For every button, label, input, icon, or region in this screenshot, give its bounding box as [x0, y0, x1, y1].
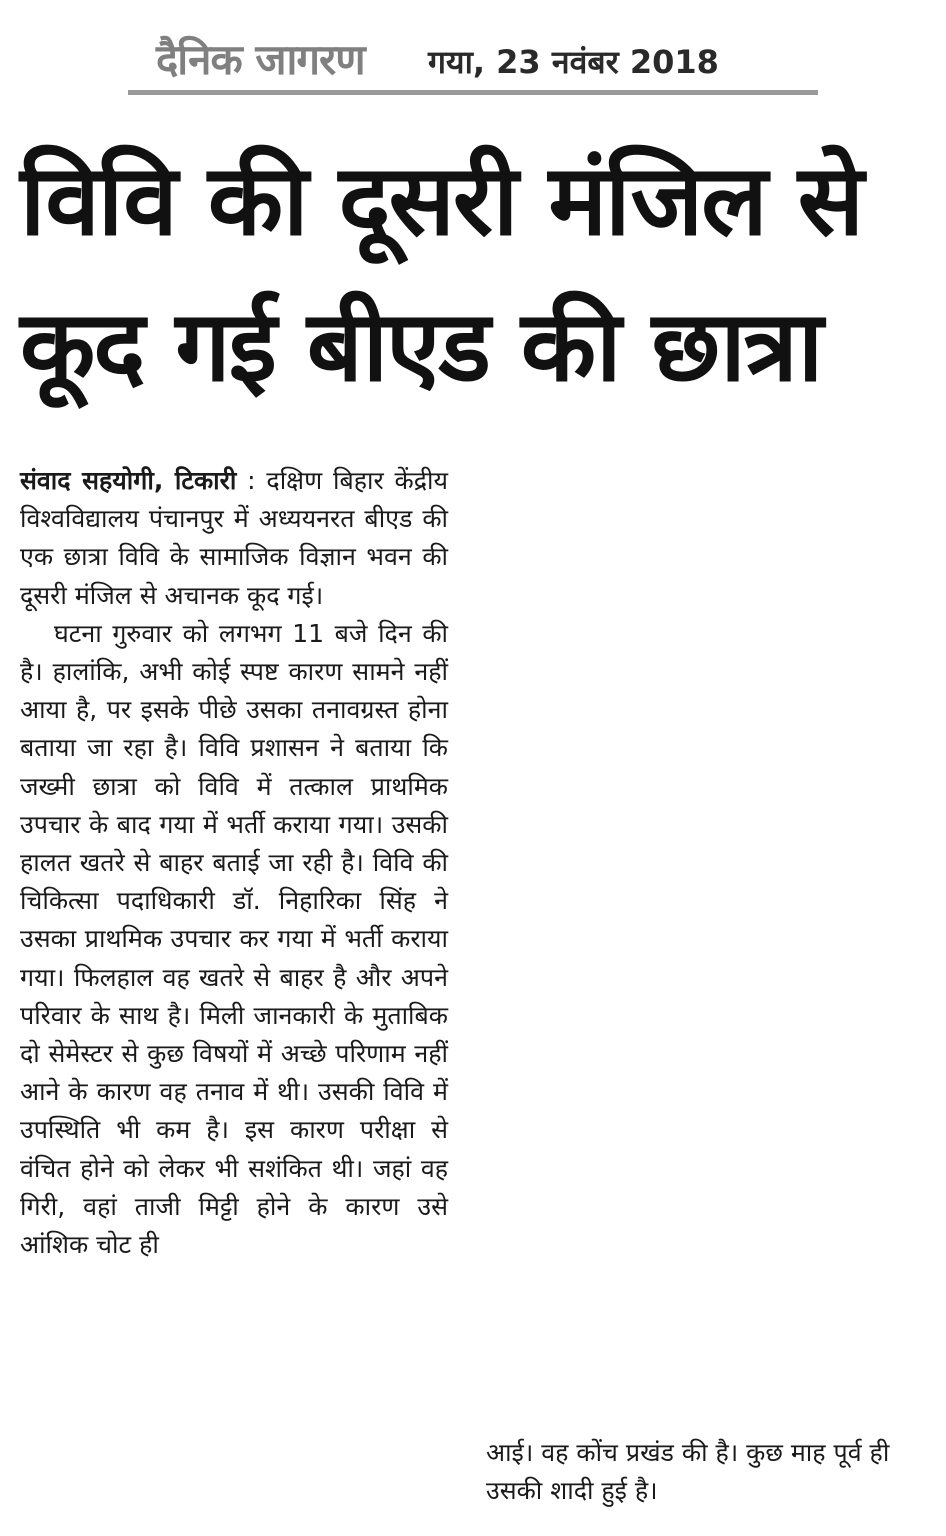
article-paragraph-2-continued: आई। वह कोंच प्रखंड की है। कुछ माह पूर्व ही उसकी शादी हुई है।: [486, 1438, 890, 1506]
byline-separator: :: [236, 466, 267, 495]
article-column-right: [486, 1434, 916, 1510]
article-paragraph-1: [20, 462, 448, 615]
article-paragraph-2: घटना गुरुवार को लगभग 11 बजे दिन की है। हालांकि, अभी कोई स्पष्ट कारण सामने नहीं आया है, पर इसके पीछे उसका तनावग्रस्त होना बताया जा रहा है। विवि प्रशासन ने बताया कि जख्मी छात्रा को विवि में तत्काल प्राथमिक उपचार के बाद गया में भर्ती कराया गया। उसकी हालत खतरे से बाहर बताई जा रही है। विवि की चिकित्सा पदाधिकारी डॉ. निहारिका सिंह ने उसका प्राथमिक उपचार कर गया में भर्ती कराया गया। फिलहाल वह खतरे से बाहर है और अपने परिवार के साथ है। मिली जानकारी के मुताबिक दो सेमेस्टर से कुछ विषयों में अच्छे परिणाम नहीं आने के कारण वह तनाव में थी। उसकी विवि में उपस्थिति भी कम है। इस कारण परीक्षा से वंचित होने को लेकर भी सशंकित थी। जहां वह गिरी, वहां ताजी मिट्टी होने के कारण उसे आंशिक चोट ही: [20, 618, 448, 1260]
newspaper-name: दैनिक जागरण: [156, 35, 365, 84]
dateline: गया, 23 नवंबर 2018: [428, 43, 719, 81]
headline-line-1: विवि की दूसरी मंजिल से: [20, 144, 863, 258]
article-column-left: [20, 462, 448, 1264]
masthead: [128, 22, 818, 100]
headline: [20, 128, 920, 420]
masthead-rule: [128, 90, 818, 95]
paragraph-1-text: दक्षिण बिहार केंद्रीय विश्वविद्यालय पंचानपुर में अध्ययनरत बीएड की एक छात्रा विवि के सामाजिक विज्ञान भवन की दूसरी मंजिल से अचानक कूद गई।: [20, 466, 448, 610]
byline: संवाद सहयोगी, टिकारी: [20, 466, 237, 495]
headline-line-2: कूद गई बीएड की छात्रा: [20, 290, 822, 404]
